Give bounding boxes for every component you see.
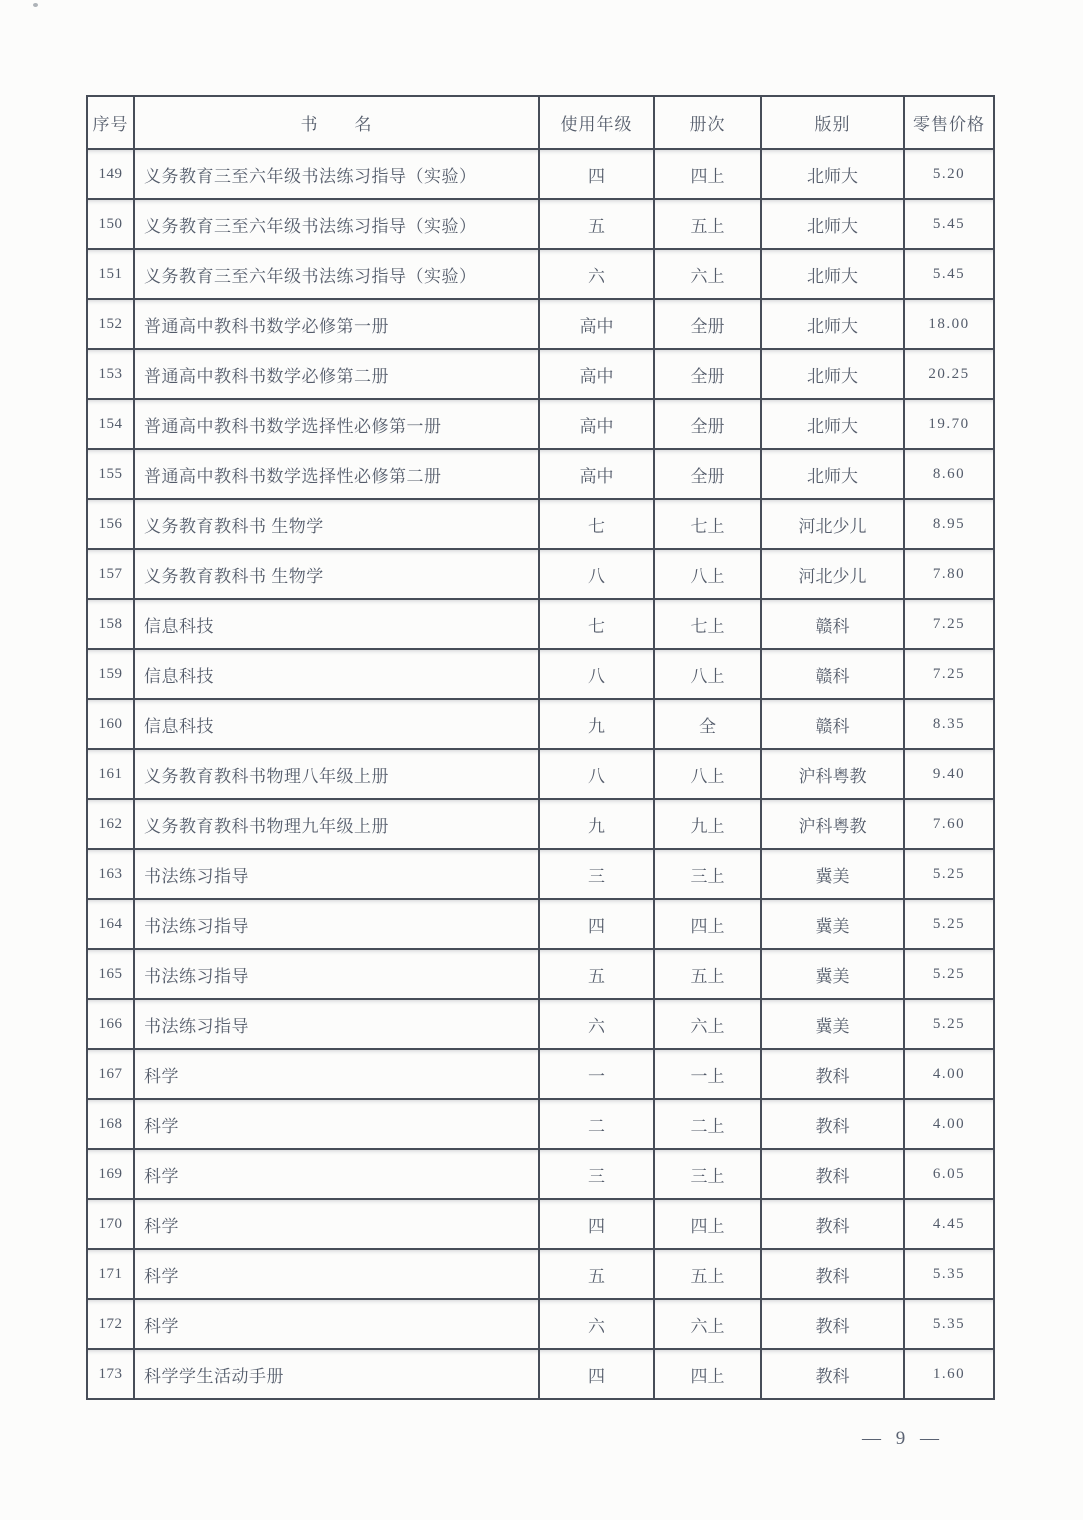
table-row: [87, 849, 994, 899]
table-header-row: [87, 96, 994, 149]
cell-grade: 高中: [539, 399, 654, 449]
cell-grade: 高中: [539, 349, 654, 399]
cell-index: 152: [87, 299, 134, 349]
table-row: [87, 549, 994, 599]
table-row: [87, 699, 994, 749]
cell-publisher: 教科: [761, 1099, 904, 1149]
table-row: [87, 999, 994, 1049]
cell-book-name: 义务教育三至六年级书法练习指导（实验）: [134, 249, 539, 299]
cell-grade: 四: [539, 1349, 654, 1399]
cell-grade: 五: [539, 949, 654, 999]
table-row: [87, 1199, 994, 1249]
cell-retail-price: 5.25: [904, 899, 994, 949]
table-row: [87, 1099, 994, 1149]
cell-retail-price: 8.95: [904, 499, 994, 549]
cell-grade: 六: [539, 999, 654, 1049]
table-row: [87, 749, 994, 799]
cell-index: 172: [87, 1299, 134, 1349]
cell-book-name: 普通高中教科书数学必修第一册: [134, 299, 539, 349]
cell-volume: 五上: [654, 1249, 761, 1299]
cell-retail-price: 9.40: [904, 749, 994, 799]
cell-index: 173: [87, 1349, 134, 1399]
cell-publisher: 教科: [761, 1299, 904, 1349]
cell-publisher: 河北少儿: [761, 549, 904, 599]
cell-volume: 全册: [654, 299, 761, 349]
cell-volume: 七上: [654, 599, 761, 649]
cell-book-name: 科学: [134, 1199, 539, 1249]
cell-retail-price: 5.45: [904, 199, 994, 249]
cell-grade: 四: [539, 899, 654, 949]
cell-grade: 四: [539, 1199, 654, 1249]
cell-book-name: 义务教育三至六年级书法练习指导（实验）: [134, 199, 539, 249]
col-header-grade: 使用年级: [539, 96, 654, 149]
cell-index: 171: [87, 1249, 134, 1299]
col-header-volume: 册次: [654, 96, 761, 149]
table-body: [87, 149, 994, 1399]
cell-grade: 一: [539, 1049, 654, 1099]
cell-index: 167: [87, 1049, 134, 1099]
table-row: [87, 399, 994, 449]
cell-grade: 七: [539, 499, 654, 549]
cell-index: 159: [87, 649, 134, 699]
cell-book-name: 书法练习指导: [134, 899, 539, 949]
col-header-index: 序号: [87, 96, 134, 149]
cell-grade: 九: [539, 799, 654, 849]
cell-book-name: 信息科技: [134, 699, 539, 749]
cell-book-name: 科学: [134, 1299, 539, 1349]
cell-publisher: 教科: [761, 1349, 904, 1399]
cell-volume: 四上: [654, 899, 761, 949]
cell-retail-price: 4.00: [904, 1049, 994, 1099]
cell-grade: 六: [539, 1299, 654, 1349]
cell-publisher: 赣科: [761, 599, 904, 649]
cell-index: 170: [87, 1199, 134, 1249]
cell-book-name: 科学学生活动手册: [134, 1349, 539, 1399]
table-row: [87, 599, 994, 649]
cell-publisher: 冀美: [761, 999, 904, 1049]
cell-book-name: 书法练习指导: [134, 849, 539, 899]
cell-retail-price: 5.25: [904, 999, 994, 1049]
table-row: [87, 1349, 994, 1399]
cell-index: 168: [87, 1099, 134, 1149]
cell-grade: 八: [539, 749, 654, 799]
table-row: [87, 1299, 994, 1349]
col-header-retail-price: 零售价格: [904, 96, 994, 149]
table-row: [87, 649, 994, 699]
cell-volume: 全册: [654, 349, 761, 399]
cell-book-name: 科学: [134, 1049, 539, 1099]
cell-book-name: 信息科技: [134, 649, 539, 699]
table-row: [87, 149, 994, 199]
cell-book-name: 普通高中教科书数学必修第二册: [134, 349, 539, 399]
cell-volume: 七上: [654, 499, 761, 549]
cell-grade: 四: [539, 149, 654, 199]
table-row: [87, 1149, 994, 1199]
cell-volume: 八上: [654, 749, 761, 799]
col-header-publisher: 版别: [761, 96, 904, 149]
cell-retail-price: 5.20: [904, 149, 994, 199]
cell-volume: 六上: [654, 1299, 761, 1349]
table-row: [87, 199, 994, 249]
cell-book-name: 义务教育教科书物理九年级上册: [134, 799, 539, 849]
page-number: — 9 —: [862, 1428, 944, 1449]
cell-publisher: 教科: [761, 1149, 904, 1199]
table-row: [87, 449, 994, 499]
cell-book-name: 信息科技: [134, 599, 539, 649]
cell-grade: 五: [539, 199, 654, 249]
cell-publisher: 冀美: [761, 849, 904, 899]
cell-index: 163: [87, 849, 134, 899]
cell-publisher: 教科: [761, 1049, 904, 1099]
cell-grade: 八: [539, 549, 654, 599]
cell-grade: 七: [539, 599, 654, 649]
cell-volume: 六上: [654, 249, 761, 299]
cell-index: 166: [87, 999, 134, 1049]
cell-publisher: 冀美: [761, 949, 904, 999]
cell-retail-price: 7.60: [904, 799, 994, 849]
cell-index: 169: [87, 1149, 134, 1199]
cell-grade: 高中: [539, 449, 654, 499]
cell-publisher: 北师大: [761, 449, 904, 499]
cell-volume: 五上: [654, 199, 761, 249]
cell-book-name: 书法练习指导: [134, 999, 539, 1049]
cell-volume: 八上: [654, 649, 761, 699]
cell-index: 150: [87, 199, 134, 249]
table-row: [87, 249, 994, 299]
cell-retail-price: 6.05: [904, 1149, 994, 1199]
cell-retail-price: 19.70: [904, 399, 994, 449]
cell-book-name: 普通高中教科书数学选择性必修第一册: [134, 399, 539, 449]
cell-volume: 四上: [654, 149, 761, 199]
table-row: [87, 949, 994, 999]
table-row: [87, 799, 994, 849]
cell-volume: 四上: [654, 1199, 761, 1249]
cell-index: 149: [87, 149, 134, 199]
cell-retail-price: 4.45: [904, 1199, 994, 1249]
cell-retail-price: 7.25: [904, 649, 994, 699]
cell-retail-price: 1.60: [904, 1349, 994, 1399]
cell-grade: 八: [539, 649, 654, 699]
cell-book-name: 义务教育教科书 生物学: [134, 499, 539, 549]
cell-publisher: 北师大: [761, 199, 904, 249]
cell-index: 160: [87, 699, 134, 749]
cell-grade: 三: [539, 1149, 654, 1199]
cell-volume: 三上: [654, 849, 761, 899]
table-row: [87, 499, 994, 549]
cell-volume: 全: [654, 699, 761, 749]
cell-retail-price: 5.25: [904, 849, 994, 899]
cell-volume: 四上: [654, 1349, 761, 1399]
cell-index: 151: [87, 249, 134, 299]
cell-retail-price: 7.80: [904, 549, 994, 599]
cell-retail-price: 4.00: [904, 1099, 994, 1149]
cell-retail-price: 5.45: [904, 249, 994, 299]
cell-grade: 九: [539, 699, 654, 749]
cell-retail-price: 7.25: [904, 599, 994, 649]
cell-index: 164: [87, 899, 134, 949]
cell-publisher: 教科: [761, 1199, 904, 1249]
cell-index: 158: [87, 599, 134, 649]
cell-volume: 三上: [654, 1149, 761, 1199]
cell-volume: 五上: [654, 949, 761, 999]
cell-publisher: 北师大: [761, 149, 904, 199]
cell-publisher: 北师大: [761, 399, 904, 449]
cell-publisher: 冀美: [761, 899, 904, 949]
cell-volume: 九上: [654, 799, 761, 849]
cell-publisher: 北师大: [761, 349, 904, 399]
cell-book-name: 义务教育教科书 生物学: [134, 549, 539, 599]
cell-publisher: 赣科: [761, 649, 904, 699]
table-row: [87, 1049, 994, 1099]
cell-book-name: 书法练习指导: [134, 949, 539, 999]
textbook-price-table: [86, 95, 995, 1400]
cell-book-name: 普通高中教科书数学选择性必修第二册: [134, 449, 539, 499]
cell-publisher: 河北少儿: [761, 499, 904, 549]
cell-index: 155: [87, 449, 134, 499]
cell-grade: 高中: [539, 299, 654, 349]
cell-volume: 一上: [654, 1049, 761, 1099]
cell-retail-price: 5.35: [904, 1299, 994, 1349]
cell-volume: 八上: [654, 549, 761, 599]
cell-publisher: 赣科: [761, 699, 904, 749]
cell-retail-price: 5.35: [904, 1249, 994, 1299]
cell-volume: 全册: [654, 399, 761, 449]
cell-index: 156: [87, 499, 134, 549]
cell-grade: 三: [539, 849, 654, 899]
cell-retail-price: 8.35: [904, 699, 994, 749]
table-row: [87, 899, 994, 949]
cell-volume: 二上: [654, 1099, 761, 1149]
cell-grade: 六: [539, 249, 654, 299]
cell-book-name: 科学: [134, 1099, 539, 1149]
cell-index: 162: [87, 799, 134, 849]
cell-book-name: 科学: [134, 1149, 539, 1199]
cell-index: 161: [87, 749, 134, 799]
cell-retail-price: 18.00: [904, 299, 994, 349]
cell-book-name: 义务教育三至六年级书法练习指导（实验）: [134, 149, 539, 199]
cell-publisher: 北师大: [761, 299, 904, 349]
table-row: [87, 349, 994, 399]
cell-retail-price: 20.25: [904, 349, 994, 399]
cell-retail-price: 8.60: [904, 449, 994, 499]
cell-index: 153: [87, 349, 134, 399]
cell-grade: 二: [539, 1099, 654, 1149]
cell-grade: 五: [539, 1249, 654, 1299]
cell-book-name: 科学: [134, 1249, 539, 1299]
cell-publisher: 沪科粤教: [761, 799, 904, 849]
table-row: [87, 1249, 994, 1299]
table-row: [87, 299, 994, 349]
cell-retail-price: 5.25: [904, 949, 994, 999]
cell-volume: 六上: [654, 999, 761, 1049]
cell-volume: 全册: [654, 449, 761, 499]
cell-index: 165: [87, 949, 134, 999]
cell-publisher: 教科: [761, 1249, 904, 1299]
cell-index: 157: [87, 549, 134, 599]
col-header-book-name: 书 名: [134, 96, 539, 149]
cell-book-name: 义务教育教科书物理八年级上册: [134, 749, 539, 799]
cell-publisher: 北师大: [761, 249, 904, 299]
cell-index: 154: [87, 399, 134, 449]
cell-publisher: 沪科粤教: [761, 749, 904, 799]
scan-artifact-dot: [33, 3, 38, 7]
